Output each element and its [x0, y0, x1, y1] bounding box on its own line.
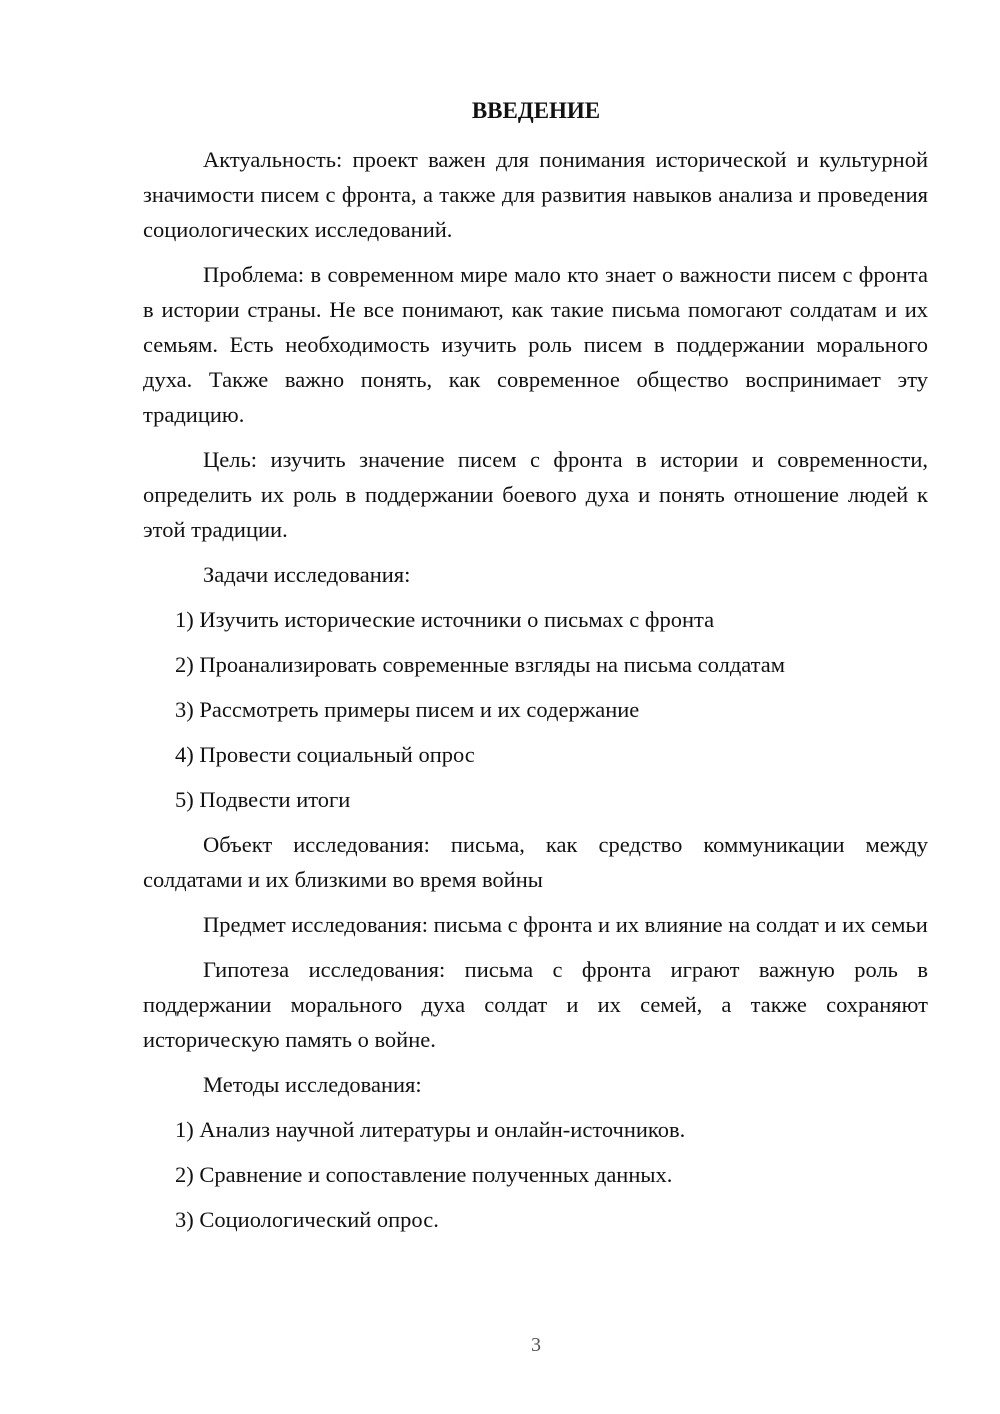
tasks-list [143, 602, 928, 817]
list-item: 3) Рассмотреть примеры писем и их содержание [175, 697, 640, 722]
page-number: 3 [531, 1334, 541, 1356]
methods-heading: Методы исследования: [203, 1072, 422, 1097]
list-item: 2) Сравнение и сопоставление полученных данных. [175, 1162, 673, 1187]
paragraph-relevance: Актуальность: проект важен для понимания исторической и культурной значимости писем с фронта, а также для развития навыков анализа и проведения социологических исследований. [143, 147, 928, 242]
paragraph-problem: Проблема: в современном мире мало кто знает о важности писем с фронта в истории страны. Не все понимают, как такие письма помогают солдатам и их семьям. Есть необходимость изучить роль писем в поддержании морального духа. Также важно понять, как современное общество воспринимает эту традицию. [143, 262, 928, 427]
list-item: 1) Изучить исторические источники о письмах с фронта [175, 607, 715, 632]
list-item: 2) Проанализировать современные взгляды на письма солдатам [175, 652, 786, 677]
list-item: 4) Провести социальный опрос [175, 742, 475, 767]
paragraph-hypothesis: Гипотеза исследования: письма с фронта играют важную роль в поддержании морального духа солдат и их семей, а также сохраняют историческую память о войне. [143, 957, 928, 1052]
list-item: 1) Анализ научной литературы и онлайн-источников. [175, 1117, 686, 1142]
paragraph-object: Объект исследования: письма, как средство коммуникации между солдатами и их близкими во время войны [143, 832, 928, 892]
methods-list [143, 1112, 928, 1237]
paragraph-goal: Цель: изучить значение писем с фронта в истории и современности, определить их роль в поддержании боевого духа и понять отношение людей к этой традиции. [143, 447, 928, 542]
list-item: 5) Подвести итоги [175, 787, 351, 812]
list-item: 3) Социологический опрос. [175, 1207, 439, 1232]
paragraph-subject: Предмет исследования: письма с фронта и их влияние на солдат и их семьи [203, 912, 928, 937]
page-title: ВВЕДЕНИЕ [471, 98, 601, 123]
tasks-heading: Задачи исследования: [203, 562, 411, 587]
document-body [143, 142, 928, 1247]
